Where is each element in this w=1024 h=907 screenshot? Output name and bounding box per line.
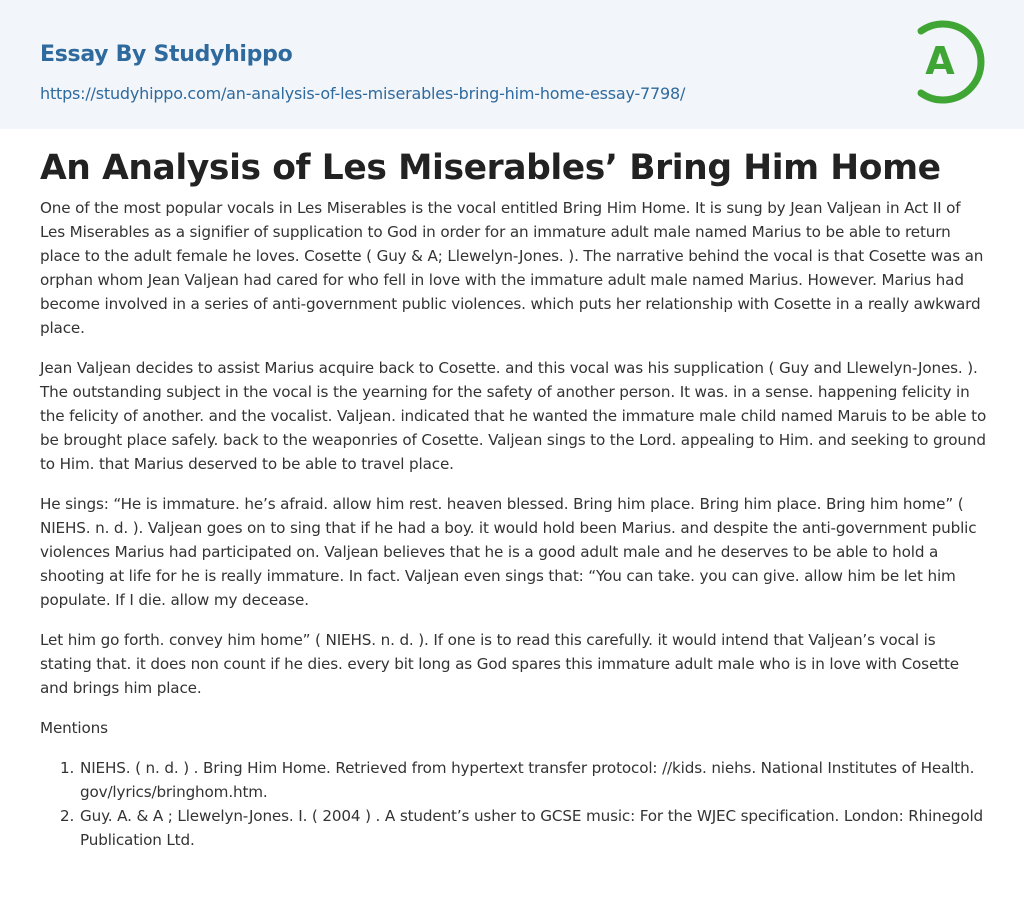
reference-item [40,804,990,852]
site-brand[interactable]: Essay By Studyhippo [40,42,293,67]
page-title: An Analysis of Les Miserables’ Bring Him Home [40,148,941,188]
reference-text: Guy. A. & A ; Llewelyn-Jones. I. ( 2004 ) . A student’s usher to GCSE music: For the WJEC specification. London: Rhinegold Publication Ltd. [80,807,984,849]
essay-paragraph: Jean Valjean decides to assist Marius acquire back to Cosette. and this vocal was his supplication ( Guy and Llewelyn-Jones. ). The outstanding subject in the vocal is the yearning for the safety of another person. It was. in a sense. happening felicity in the felicity of another. and the vocalist. Valjean. indicated that he wanted the immature male child named Maruis to be able to be brought place safely. back to the weaponries of Cosette. Valjean sings to the Lord. appealing to Him. and seeking to ground to Him. that Marius deserved to be able to travel place. [40,359,987,473]
essay-paragraph: He sings: “He is immature. he’s afraid. allow him rest. heaven blessed. Bring him place. Bring him place. Bring him home” ( NIEHS. n. d. ). Valjean goes on to sing that if he had a boy. it would hold been Marius. and despite the anti-government public violences Marius had participated on. Valjean believes that he is a good adult male and he deserves to be able to hold a shooting at life for he is really immature. In fact. Valjean even sings that: “You can take. you can give. allow him be let him populate. If I die. allow my decease. [40,495,977,609]
essay-paragraph: One of the most popular vocals in Les Miserables is the vocal entitled Bring Him Home. It is sung by Jean Valjean in Act II of Les Miserables as a signifier of supplication to God in order for an immature adult male named Marius to be able to return place to the adult female he loves. Cosette ( Guy & A; Llewelyn-Jones. ). The narrative behind the vocal is that Cosette was an orphan whom Jean Valjean had cared for who fell in love with the immature adult male named Marius. However. Marius had become involved in a series of anti-government public violences. which puts her relationship with Cosette in a really awkward place. [40,199,984,337]
essay-paragraph: Let him go forth. convey him home” ( NIEHS. n. d. ). If one is to read this carefully. it would intend that Valjean’s vocal is stating that. it does non count if he dies. every bit long as God spares this immature adult male who is in love with Cosette and brings him place. [40,631,959,697]
studyhippo-logo-icon[interactable] [912,18,988,106]
reference-list [40,756,990,852]
reference-number: 1. [60,759,75,777]
reference-item [40,756,990,804]
logo-letter: A [925,39,955,83]
site-header [0,0,1024,129]
reference-number: 2. [60,807,75,825]
reference-text: NIEHS. ( n. d. ) . Bring Him Home. Retrieved from hypertext transfer protocol: //kids. niehs. National Institutes of Health. gov/lyrics/bringhom.htm. [80,759,975,801]
mentions-heading: Mentions [40,719,108,737]
essay-url-link[interactable]: https://studyhippo.com/an-analysis-of-les-miserables-bring-him-home-essay-7798/ [40,84,686,103]
essay-body [40,196,990,852]
